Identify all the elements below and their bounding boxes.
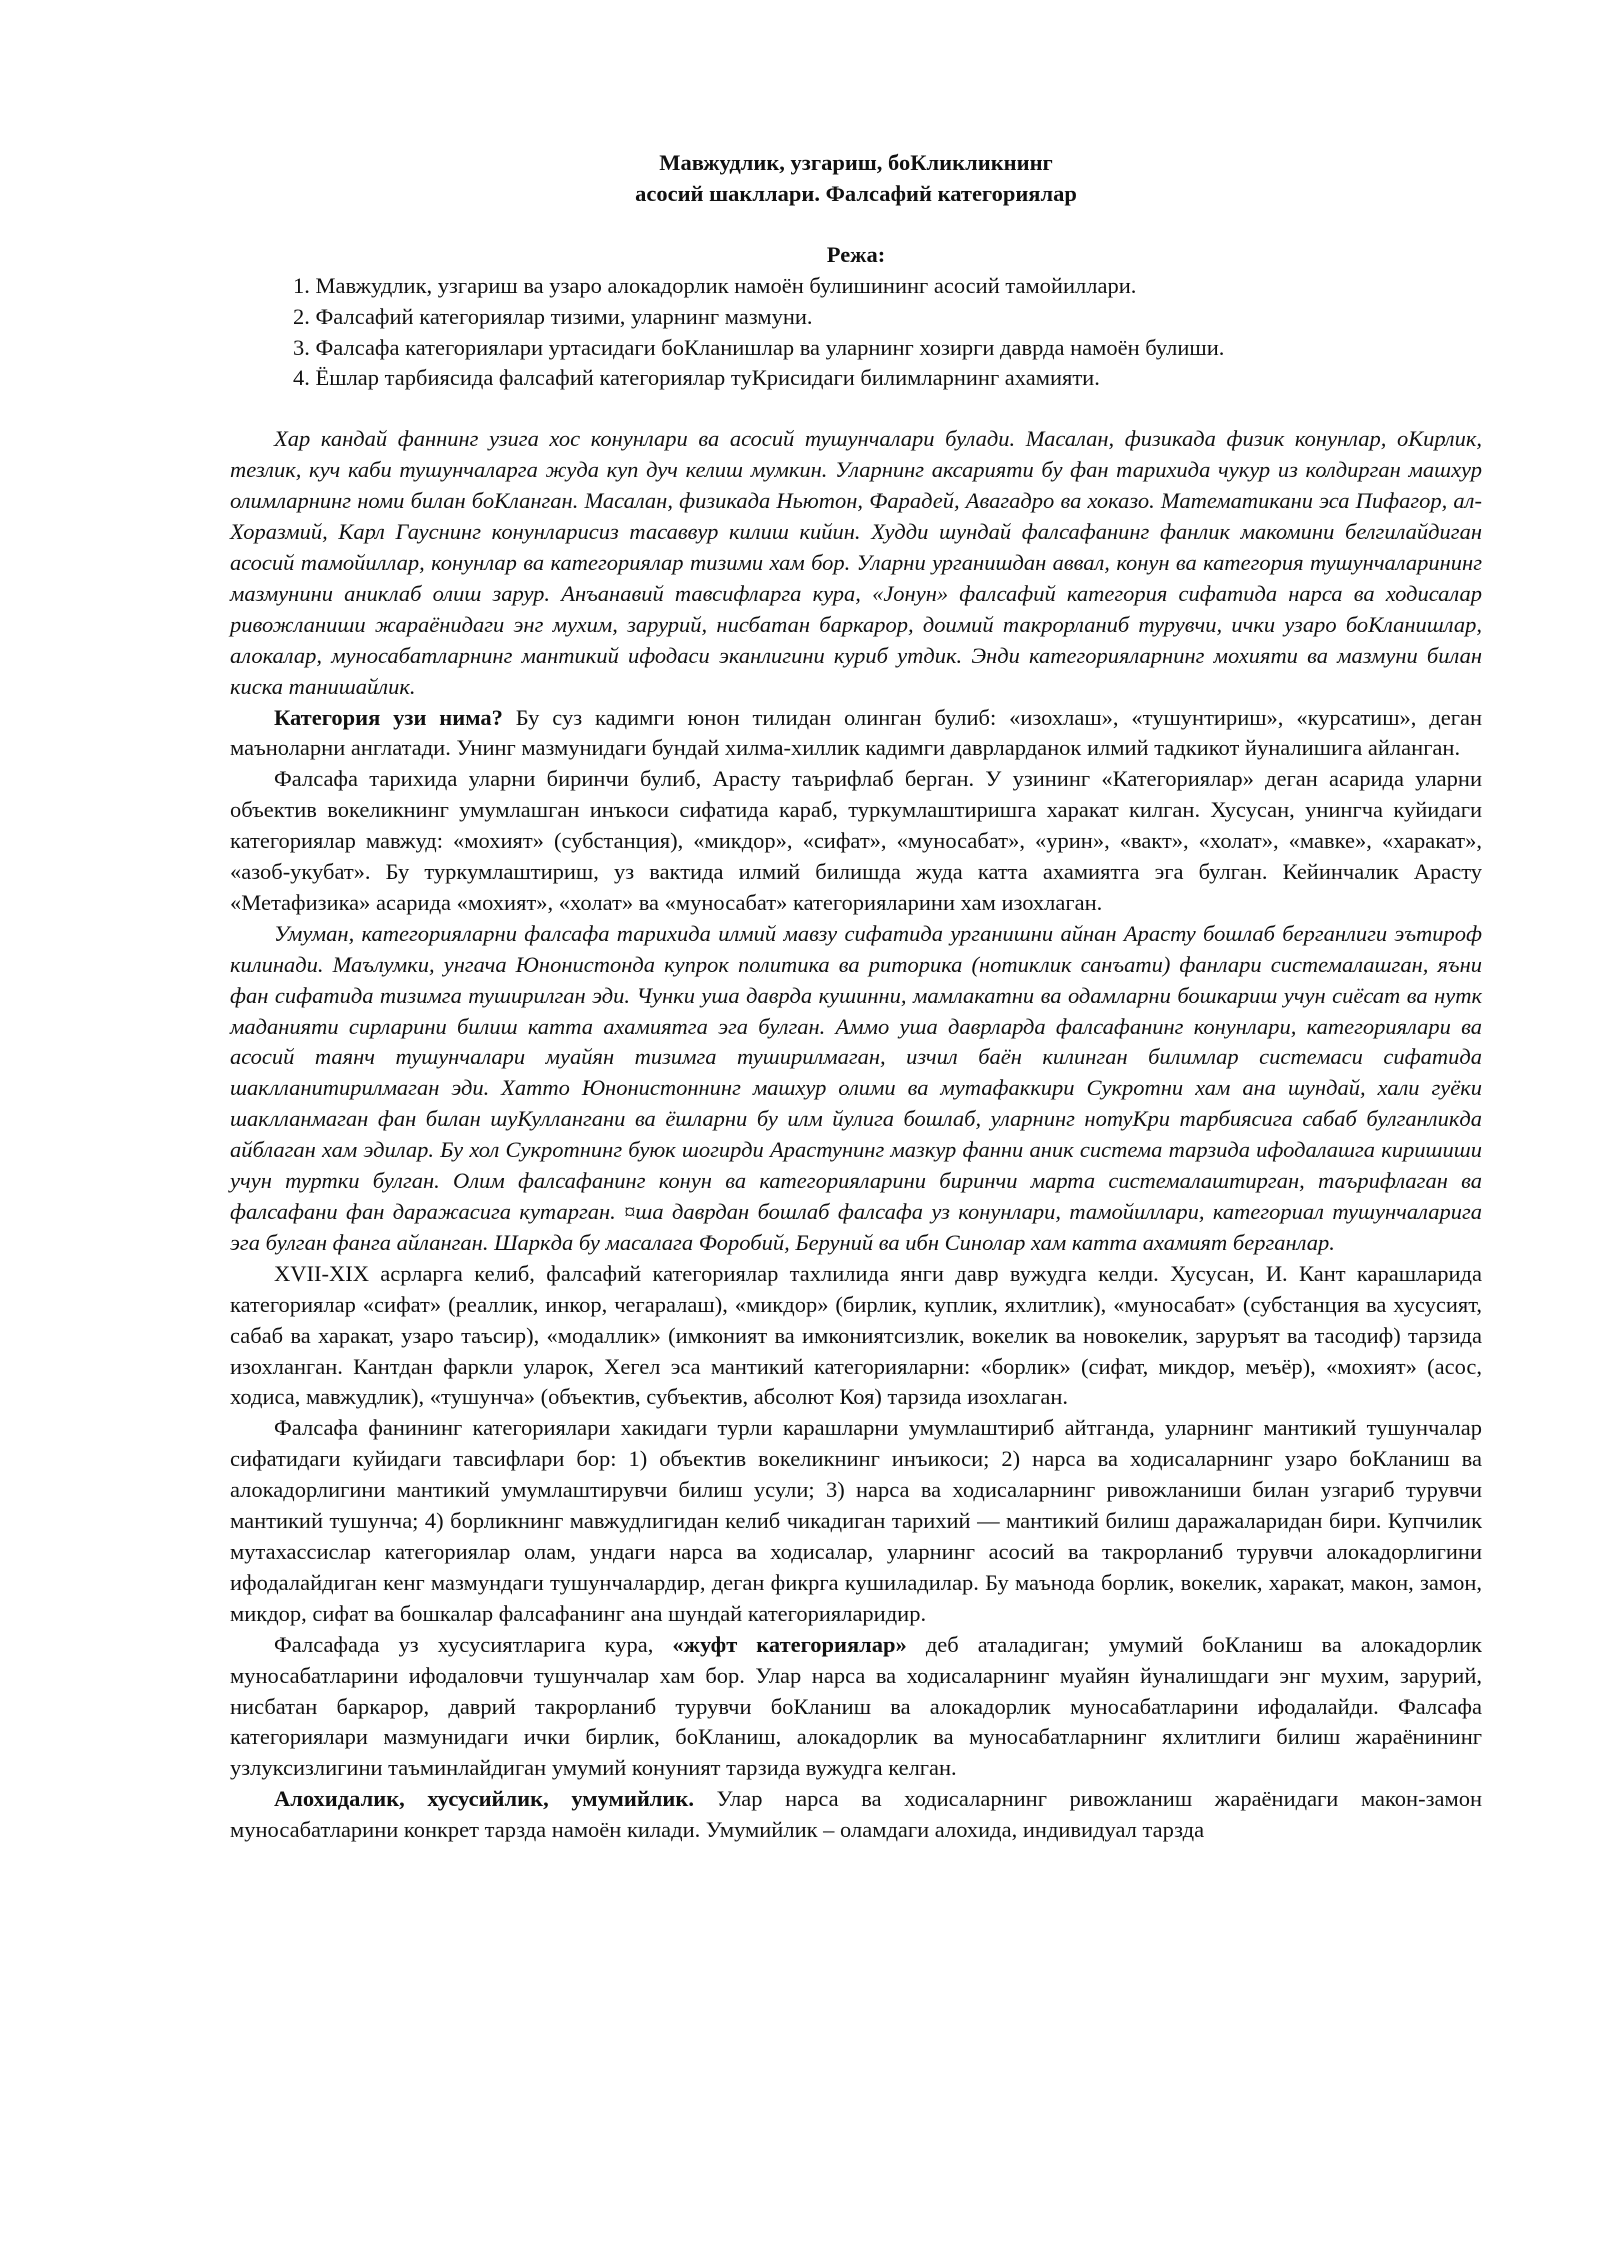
paragraph-text: Бу суз кадимги юнон тилидан олинган булиб: «изохлаш», «тушунтириш», «курсатиш», деган маъноларни англатади. Унинг мазмунидаги бундай хилма-хиллик кадимги даврларданок илмий тадкикот йуналишига айланган. [230, 704, 1483, 761]
paragraph-text: Улар нарса ва ходисаларнинг ривожланиш жараёнидаги макон-замон муносабатларини конкрет тарзда намоён килади. Умумийлик – оламдаги алохида, индивидуал тарзда [230, 1786, 1482, 1843]
paragraph-arastu: Фалсафа тарихида уларни биринчи булиб, Арасту таърифлаб берган. У узининг «Категориялар» деган асарида уларни объектив вокеликнинг умумлашган инъкоси сифатида караб, туркумлаштиришга харакат килган. Хусусан, унингча куйидаги категориялар мавжуд: «мохият» (субстанция), «микдор», «сифат», «муносабат», «урин», «вакт», «холат», «мавке», «харакат», «азоб-укубат». Бу туркумлаштириш, уз вактида илмий билишда жуда катта ахамиятга эга булган. Кейинчалик Арасту «Метафизика» асарида «мохият», «холат» ва «муносабат» категорияларини хам изохлаган. [230, 766, 1482, 915]
paragraph-text: деб аталадиган; умумий боКланиш ва алокадорлик муносабатларини ифодаловчи тушунчалар хам бор. Улар нарса ва ходисаларнинг муайян йуналишдаги энг мухим, зарурий, нисбатан баркарор, даврий такрорланиб турувчи боКланиш ва алокадорлик муносабатларини ифодалайди. Фалсафа категориялари мазмунидаги ички бирлик, боКланиш, алокадорлик ва муносабатларнинг яхлитлиги билиш жараёнининг узлуксизлигини таъминлайдиган умумий конуният тарзида вужудга келган. [230, 1631, 1482, 1781]
paired-categories-term: «жуфт категориялар» [672, 1631, 907, 1657]
plan-heading: Режа: [826, 241, 886, 267]
title-line-1: Мавжудлик, узгариш, боКликликнинг [659, 150, 1053, 175]
document-title [230, 148, 1482, 210]
plan-item: 2. Фалсафий категориялар тизими, уларнинг мазмуни. [293, 303, 813, 329]
paragraph-singularity [230, 1784, 1482, 1846]
title-line-2: асосий шакллари. Фалсафий категориялар [635, 180, 1077, 206]
paragraph-category-definition [230, 703, 1482, 765]
plan-item: 1. Мавжудлик, узгариш ва узаро алокадорлик намоён булишининг асосий тамойиллари. [293, 272, 1137, 298]
plan-item: 3. Фалсафа категориялари уртасидаги боКланишлар ва уларнинг хозирги даврда намоён булиши. [293, 334, 1225, 360]
plan-item: 4. Ёшлар тарбиясида фалсафий категориялар туКрисидаги билимларнинг ахамияти. [293, 365, 1100, 391]
plan-list [230, 271, 1482, 395]
paragraph-text: Фалсафада уз хусусиятларига кура, [274, 1631, 673, 1657]
paragraph-history: Умуман, категорияларни фалсафа тарихида илмий мавзу сифатида урганишни айнан Арасту бошлаб берганлиги эътироф килинади. Маълумки, унгача Юнонистонда купрок политика ва риторика (нотиклик санъати) фанлари системалашган, яъни фан сифатида тизимга туширилган эди. Чунки уша даврда кушинни, мамлакатни ва одамларни бошкариш учун сиёсат ва нутк маданияти сирларини билиш катта ахамиятга эга булган. Аммо уша даврларда фалсафанинг конунлари, категориялари ва асосий таянч тушунчалари муайян тизимга туширилмаган, изчил баён килинган билимлар системаси сифатида шаклланитирилмаган эди. Хатто Юнонистоннинг машхур олими ва мутафаккири Сукротни хам ана шундай, хали гуёки шаклланмаган фан билан шуКуллангани ва ёшларни бу илм йулига бошлаб, уларнинг нотуКри тарбиясига сабаб булганликда айблаган хам эдилар. Бу хол Сукротнинг буюк шогирди Арастунинг мазкур фанни аник система тарзида ифодалашга киришиши учун туртки булган. Олим фалсафанинг конун ва категорияларини биринчи марта системалаштирган, таърифлаган ва фалсафани фан даражасига кутарган. ¤ша даврдан бошлаб фалсафа уз конунлари, тамойиллари, категориал тушунчаларига эга булган фанга айланган. Шаркда бу масалага Форобий, Беруний ва ибн Синолар хам катта ахамият берганлар. [230, 920, 1482, 1255]
paragraph-intro: Хар кандай фаннинг узига хос конунлари ва асосий тушунчалари булади. Масалан, физикада физик конунлар, оКирлик, тезлик, куч каби тушунчаларга жуда куп дуч келиш мумкин. Уларнинг аксарияти бу фан тарихида чукур из колдирган машхур олимларнинг номи билан боКланган. Масалан, физикада Ньютон, Фарадей, Авагадро ва хоказо. Математикани эса Пифагор, ал-Хоразмий, Карл Гауснинг конунларисиз тасаввур килиш кийин. Худди шундай фалсафанинг фанлик макомини белгилайдиган асосий тамойиллар, конунлар ва категориялар тизими хам бор. Уларни урганишдан аввал, конун ва категория тушунчаларининг мазмунини аниклаб олиш зарур. Анъанавий тавсифларга кура, «Jонун» фалсафий категория сифатида нарса ва ходисалар ривожланиши жараёнидаги энг мухим, зарурий, нисбатан баркарор, доимий такрорланиб турувчи, ички узаро боКланишлар, алокалар, муносабатларнинг мантикий ифодаси эканлигини куриб утдик. Энди категорияларнинг мохияти ва мазмуни билан киска танишайлик. [230, 426, 1482, 699]
category-heading: Категория узи нима? [274, 704, 503, 730]
paragraph-kant-hegel: XVII-XIX асрларга келиб, фалсафий категориялар тахлилида янги давр вужудга келди. Хусусан, И. Кант карашларида категориялар «сифат» (реаллик, инкор, чегаралаш), «микдор» (бирлик, куплик, яхлитлик), «муносабат» (субстанция ва хусусият, сабаб ва харакат, узаро таъсир), «модаллик» (имконият ва имкониятсизлик, вокелик ва новокелик, заруръят ва тасодиф) тарзида изохланган. Кантдан фаркли уларок, Хегел эса мантикий категорияларни: «борлик» (сифат, микдор, меъёр), «мохият» (асос, ходиса, мавжудлик), «тушунча» (объектив, субъектив, абсолют Коя) тарзида изохлаган. [230, 1260, 1482, 1410]
singularity-heading: Алохидалик, хусусийлик, умумийлик. [274, 1786, 694, 1812]
paragraph-paired-categories [230, 1630, 1482, 1785]
document-page [230, 148, 1482, 1846]
paragraph-characteristics: Фалсафа фанининг категориялари хакидаги турли карашларни умумлаштириб айтганда, уларнинг мантикий тушунчалар сифатидаги куйидаги тавсифлари бор: 1) объектив вокеликнинг инъикоси; 2) нарса ва ходисаларнинг узаро боКланиш ва алокадорлигини мантикий умумлаштирувчи билиш усули; 3) нарса ва ходисаларнинг ривожланиши билан узгариб турувчи мантикий тушунча; 4) борликнинг мавжудлигидан келиб чикадиган тарихий — мантикий билиш даражаларидан бири. Купчилик мутахассислар категориялар олам, ундаги нарса ва ходисалар, уларнинг асосий ва такрорланиб турувчи алокадорлигини ифодалайдиган кенг мазмундаги тушунчалардир, деган фикрга кушиладилар. Бу маънода борлик, вокелик, харакат, макон, замон, микдор, сифат ва бошкалар фалсафанинг ана шундай категорияларидир. [230, 1415, 1482, 1626]
